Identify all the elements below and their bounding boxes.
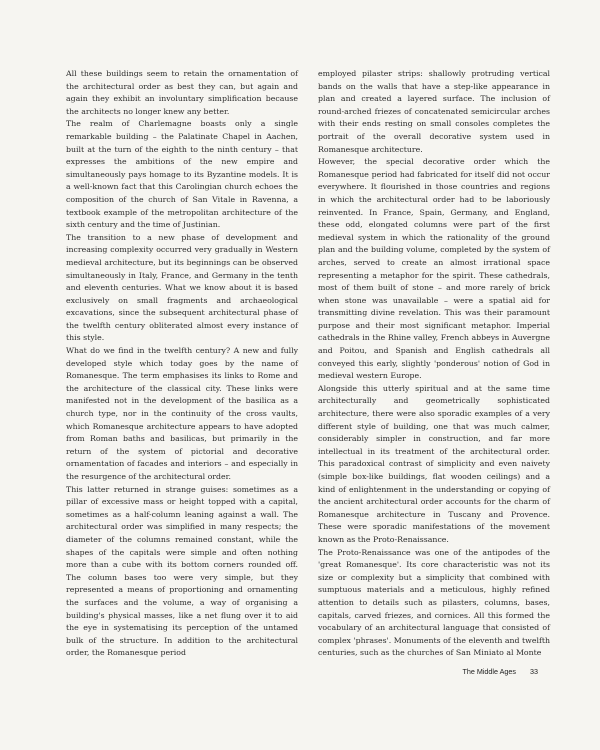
paragraph: The realm of Charlemagne boasts only a single remarkable building – the Palatinate Chapel in Aachen, built at the turn of the eighth to the ninth century – that expresses the ambitions of the new empire and simultaneously pays homage to its Byzantine models. It is a well-known fact that this Carolingian church echoes the composition of the church of San Vitale in Ravenna, a textbook example of the metropolitan architecture of the sixth century and the time of Justinian. (66, 119, 298, 230)
running-section-title: The Middle Ages (462, 667, 516, 676)
paragraph: employed pilaster strips: shallowly protruding vertical bands on the walls that have a step-like appearance in plan and created a layered surface. The inclusion of round-arched friezes of concatenated semicircular arches with their ends resting on small consoles completes the portrait of the overall decorative system used in Romanesque architecture. (318, 69, 550, 154)
paragraph: This latter returned in strange guises: sometimes as a pillar of excessive mass or height topped with a capital, sometimes as a half-column leaning against a wall. The architectural order was simplified in many respects; the diameter of the columns remained constant, while the shapes of the capitals were simple and often nothing more than a cube with its bottom corners rounded off. The column bases too were very simple, but they represented a means of proportioning and ornamenting the surfaces and the volume, a way of organising a building's physical masses, like a net flung over it to aid the eye in systematising its perception of the untamed bulk of the structure. In addition to the architectural order, the Romanesque period (66, 484, 298, 658)
paragraph: The transition to a new phase of development and increasing complexity occurred very gradually in Western medieval architecture, but its beginnings can be observed simultaneously in Italy, France, and Germany in the tenth and eleventh centuries. What we know about it is based exclusively on small fragments and archaeological excavations, since the subsequent architectural phase of the twelfth century obliterated almost every instance of this style. (66, 232, 298, 343)
paragraph: Alongside this utterly spiritual and at the same time architecturally and geometrically sophisticated architecture, there were also sporadic examples of a very different style of building, one that was much calmer, considerably simpler in construction, and far more intellectual in its treatment of the architectural order. This paradoxical contrast of simplicity and even naivety (simple box-like buildings, flat wooden ceilings) and a kind of enlightenment in the understanding or copying of the ancient architectural order accounts for the charm of Romanesque architecture in Tuscany and Provence. These were sporadic manifestations of the movement known as the Proto-Renaissance. (318, 383, 550, 544)
left-text-column (66, 68, 298, 660)
right-text-column (318, 68, 550, 660)
paragraph: All these buildings seem to retain the ornamentation of the architectural order as best they can, but again and again they exhibit an involuntary simplification because the architects no longer knew any better. (66, 69, 298, 116)
page-footer (462, 667, 538, 676)
page-number: 33 (530, 667, 538, 676)
paragraph: The Proto-Renaissance was one of the antipodes of the 'great Romanesque'. Its core characteristic was not its size or complexity but a simplicity that combined with sumptuous materials and a meticulous, highly refined attention to details such as pilasters, columns, bases, capitals, carved friezes, and cornices. All this formed the vocabulary of an architectural language that consisted of complex 'phrases'. Monuments of the eleventh and twelfth centuries, such as the churches of San Miniato al Monte (318, 547, 550, 658)
paragraph: However, the special decorative order which the Romanesque period had fabricated for itself did not occur everywhere. It flourished in those countries and regions in which the architectural order had to be laboriously reinvented. In France, Spain, Germany, and England, these odd, elongated columns were part of the first medieval system in which the rationality of the ground plan and the building volume, completed by the system of arches, served to create an almost irrational space representing a metaphor for the spirit. These cathedrals, most of them built of stone – and more rarely of brick when stone was unavailable – were a spatial aid for transmitting divine revelation. This was their paramount purpose and their most significant metaphor. Imperial cathedrals in the Rhine valley, French abbeys in Auvergne and Poitou, and Spanish and English cathedrals all conveyed this early, slightly 'ponderous' notion of God in medieval western Europe. (318, 157, 550, 381)
paragraph: What do we find in the twelfth century? A new and fully developed style which today goes by the name of Romanesque. The term emphasises its links to Rome and the architecture of the classical city. These links were manifested not in the development of the basilica as a church type, nor in the continuity of the cross vaults, which Romanesque architecture appears to have adopted from Roman baths and basilicas, but primarily in the return of the system of pictorial and decorative ornamentation of facades and interiors – and especially in the resurgence of the architectural order. (66, 346, 298, 481)
